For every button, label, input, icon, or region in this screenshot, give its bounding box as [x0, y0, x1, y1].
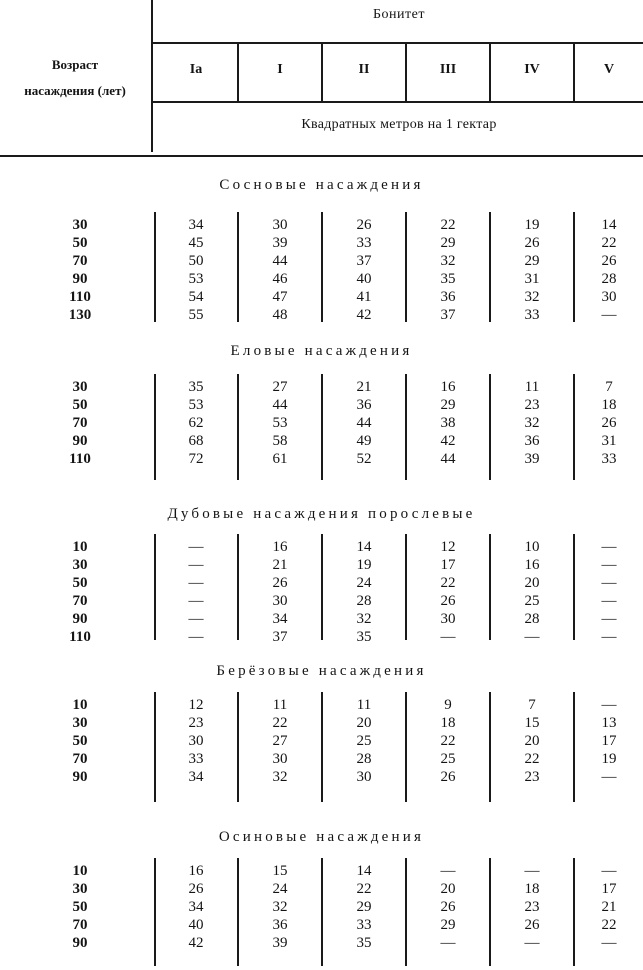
value-cell: 28: [356, 593, 372, 609]
value-cell: 11: [524, 379, 540, 395]
data-column-aspen-1: [239, 862, 321, 952]
data-column-spruce-3: [407, 378, 489, 468]
age-cell: 30: [72, 217, 88, 233]
class-header-iv: IV: [524, 62, 540, 77]
value-cell: 49: [356, 433, 372, 449]
column-divider: [405, 212, 407, 322]
value-cell: 15: [524, 715, 540, 731]
value-cell: 44: [356, 415, 372, 431]
age-column-aspen: [58, 862, 102, 952]
value-cell: 18: [440, 715, 456, 731]
value-cell: 23: [188, 715, 204, 731]
value-cell: —: [601, 575, 617, 591]
age-cell: 130: [68, 307, 92, 323]
value-cell: 33: [188, 751, 204, 767]
value-cell: 14: [356, 539, 372, 555]
data-column-oak-5: [575, 538, 643, 646]
value-cell: 17: [601, 733, 617, 749]
age-cell: 50: [72, 575, 88, 591]
value-cell: 24: [272, 881, 288, 897]
age-cell: 70: [72, 415, 88, 431]
value-cell: 46: [272, 271, 288, 287]
data-column-spruce-2: [323, 378, 405, 468]
value-cell: 20: [356, 715, 372, 731]
value-cell: 40: [188, 917, 204, 933]
data-column-aspen-4: [491, 862, 573, 952]
value-cell: 17: [601, 881, 617, 897]
age-cell: 30: [72, 379, 88, 395]
age-cell: 50: [72, 397, 88, 413]
section-title-aspen: Осиновые насаждения: [218, 829, 425, 845]
value-cell: 9: [444, 697, 452, 713]
value-cell: 44: [272, 397, 288, 413]
header-rule-bottom: [0, 155, 643, 157]
value-cell: —: [601, 539, 617, 555]
value-cell: 23: [524, 397, 540, 413]
column-divider: [237, 692, 239, 802]
value-cell: 15: [272, 863, 288, 879]
value-cell: 26: [356, 217, 372, 233]
value-cell: —: [188, 629, 204, 645]
data-column-aspen-5: [575, 862, 643, 952]
value-cell: 28: [356, 751, 372, 767]
value-cell: 40: [356, 271, 372, 287]
column-divider: [405, 374, 407, 480]
value-cell: —: [601, 557, 617, 573]
value-cell: 29: [440, 917, 456, 933]
class-header-ii: II: [358, 62, 370, 77]
value-cell: 39: [524, 451, 540, 467]
age-cell: 50: [72, 235, 88, 251]
data-column-oak-2: [323, 538, 405, 646]
age-column-oak: [58, 538, 102, 646]
data-column-birch-0: [155, 696, 237, 786]
value-cell: 53: [272, 415, 288, 431]
value-cell: 61: [272, 451, 288, 467]
age-cell: 30: [72, 715, 88, 731]
age-cell: 90: [72, 433, 88, 449]
value-cell: 62: [188, 415, 204, 431]
value-cell: 20: [524, 733, 540, 749]
value-cell: 28: [601, 271, 617, 287]
age-cell: 90: [72, 769, 88, 785]
value-cell: 34: [188, 899, 204, 915]
column-divider: [489, 534, 491, 640]
value-cell: —: [601, 769, 617, 785]
value-cell: 22: [440, 733, 456, 749]
value-cell: 12: [440, 539, 456, 555]
value-cell: 32: [356, 611, 372, 627]
value-cell: 25: [440, 751, 456, 767]
column-divider: [237, 534, 239, 640]
value-cell: 39: [272, 235, 288, 251]
column-divider: [489, 692, 491, 802]
column-divider: [489, 858, 491, 966]
bonitet-header: Бонитет: [373, 7, 425, 22]
age-cell: 50: [72, 899, 88, 915]
value-cell: 19: [524, 217, 540, 233]
value-cell: 19: [356, 557, 372, 573]
age-cell: 10: [72, 697, 88, 713]
age-cell: 70: [72, 751, 88, 767]
column-divider: [405, 858, 407, 966]
column-divider: [321, 534, 323, 640]
value-cell: —: [601, 697, 617, 713]
value-cell: 29: [440, 397, 456, 413]
value-cell: 23: [524, 769, 540, 785]
value-cell: 7: [528, 697, 536, 713]
value-cell: 44: [440, 451, 456, 467]
value-cell: —: [440, 935, 456, 951]
data-column-spruce-4: [491, 378, 573, 468]
value-cell: —: [440, 863, 456, 879]
value-cell: 30: [272, 593, 288, 609]
column-divider: [154, 858, 156, 966]
value-cell: 7: [605, 379, 613, 395]
data-column-birch-1: [239, 696, 321, 786]
value-cell: 42: [440, 433, 456, 449]
data-column-spruce-1: [239, 378, 321, 468]
value-cell: —: [524, 629, 540, 645]
data-column-oak-0: [155, 538, 237, 646]
value-cell: 22: [356, 881, 372, 897]
column-divider: [405, 692, 407, 802]
column-divider: [573, 858, 575, 966]
value-cell: 29: [524, 253, 540, 269]
value-cell: 22: [524, 751, 540, 767]
column-divider: [573, 534, 575, 640]
age-cell: 110: [69, 289, 91, 305]
value-cell: 42: [188, 935, 204, 951]
data-column-birch-4: [491, 696, 573, 786]
column-divider: [573, 692, 575, 802]
value-cell: 48: [272, 307, 288, 323]
value-cell: 42: [356, 307, 372, 323]
value-cell: 25: [524, 593, 540, 609]
value-cell: 20: [440, 881, 456, 897]
value-cell: 25: [356, 733, 372, 749]
value-cell: 72: [188, 451, 204, 467]
value-cell: 53: [188, 271, 204, 287]
section-title-oak: Дубовые насаждения порослевые: [167, 506, 476, 522]
column-divider: [321, 212, 323, 322]
column-divider: [321, 374, 323, 480]
value-cell: 30: [188, 733, 204, 749]
data-column-pine-4: [491, 216, 573, 324]
value-cell: 18: [524, 881, 540, 897]
data-column-pine-1: [239, 216, 321, 324]
age-cell: 90: [72, 611, 88, 627]
value-cell: 30: [272, 751, 288, 767]
value-cell: —: [601, 611, 617, 627]
data-column-aspen-0: [155, 862, 237, 952]
age-cell: 10: [72, 539, 88, 555]
value-cell: —: [188, 611, 204, 627]
value-cell: 50: [188, 253, 204, 269]
value-cell: 31: [524, 271, 540, 287]
value-cell: —: [601, 593, 617, 609]
value-cell: —: [188, 575, 204, 591]
value-cell: —: [524, 863, 540, 879]
data-column-pine-3: [407, 216, 489, 324]
value-cell: 29: [440, 235, 456, 251]
header-col-divider: [573, 43, 575, 101]
column-divider: [573, 374, 575, 480]
value-cell: —: [440, 629, 456, 645]
value-cell: 27: [272, 379, 288, 395]
section-title-spruce: Еловые насаждения: [230, 343, 413, 359]
value-cell: 37: [356, 253, 372, 269]
value-cell: 26: [188, 881, 204, 897]
value-cell: 30: [356, 769, 372, 785]
column-divider: [237, 212, 239, 322]
value-cell: —: [601, 935, 617, 951]
value-cell: 39: [272, 935, 288, 951]
value-cell: 21: [356, 379, 372, 395]
value-cell: 32: [272, 899, 288, 915]
header-col-divider: [237, 43, 239, 101]
age-cell: 10: [72, 863, 88, 879]
value-cell: 27: [272, 733, 288, 749]
value-cell: —: [601, 863, 617, 879]
value-cell: 36: [272, 917, 288, 933]
column-divider: [573, 212, 575, 322]
value-cell: 34: [188, 217, 204, 233]
value-cell: 53: [188, 397, 204, 413]
age-column-pine: [58, 216, 102, 324]
value-cell: 26: [601, 253, 617, 269]
value-cell: —: [601, 307, 617, 323]
age-cell: 30: [72, 881, 88, 897]
data-column-birch-2: [323, 696, 405, 786]
age-cell: 90: [72, 271, 88, 287]
age-cell: 70: [72, 917, 88, 933]
value-cell: 33: [601, 451, 617, 467]
value-cell: 35: [440, 271, 456, 287]
section-title-birch: Берёзовые насаждения: [216, 663, 427, 679]
value-cell: 26: [440, 769, 456, 785]
value-cell: 58: [272, 433, 288, 449]
value-cell: 36: [356, 397, 372, 413]
value-cell: 52: [356, 451, 372, 467]
value-cell: 18: [601, 397, 617, 413]
header-col-divider: [489, 43, 491, 101]
value-cell: 16: [188, 863, 204, 879]
value-cell: 11: [356, 697, 372, 713]
column-divider: [321, 858, 323, 966]
value-cell: —: [601, 629, 617, 645]
age-cell: 110: [69, 629, 91, 645]
column-divider: [489, 374, 491, 480]
value-cell: 16: [272, 539, 288, 555]
value-cell: 22: [440, 575, 456, 591]
value-cell: 11: [272, 697, 288, 713]
value-cell: 30: [601, 289, 617, 305]
data-column-aspen-2: [323, 862, 405, 952]
data-column-pine-2: [323, 216, 405, 324]
value-cell: 45: [188, 235, 204, 251]
value-cell: 13: [601, 715, 617, 731]
value-cell: 21: [601, 899, 617, 915]
value-cell: 30: [272, 217, 288, 233]
value-cell: 33: [356, 917, 372, 933]
value-cell: 12: [188, 697, 204, 713]
value-cell: 44: [272, 253, 288, 269]
age-header-line1: Возраст: [51, 57, 99, 72]
age-header-line2: насаждения (лет): [24, 83, 126, 98]
header-col-divider: [321, 43, 323, 101]
data-column-birch-5: [575, 696, 643, 786]
value-cell: 10: [524, 539, 540, 555]
header-rule-middle: [153, 101, 643, 103]
column-divider: [237, 374, 239, 480]
column-divider: [405, 534, 407, 640]
value-cell: 31: [601, 433, 617, 449]
value-cell: —: [188, 593, 204, 609]
value-cell: 29: [356, 899, 372, 915]
value-cell: 23: [524, 899, 540, 915]
header-divider-vertical: [151, 0, 153, 152]
value-cell: 21: [272, 557, 288, 573]
value-cell: 32: [440, 253, 456, 269]
column-divider: [321, 692, 323, 802]
header-col-divider: [405, 43, 407, 101]
data-column-spruce-5: [575, 378, 643, 468]
data-column-aspen-3: [407, 862, 489, 952]
value-cell: 55: [188, 307, 204, 323]
class-header-iii: III: [439, 62, 457, 77]
value-cell: 22: [440, 217, 456, 233]
value-cell: 26: [440, 593, 456, 609]
column-divider: [154, 534, 156, 640]
class-header-ia: Ia: [189, 62, 203, 77]
value-cell: 24: [356, 575, 372, 591]
value-cell: 22: [601, 917, 617, 933]
value-cell: 26: [601, 415, 617, 431]
section-title-pine: Сосновые насаждения: [219, 177, 424, 193]
data-column-oak-3: [407, 538, 489, 646]
value-cell: 37: [440, 307, 456, 323]
value-cell: 16: [440, 379, 456, 395]
value-cell: 26: [272, 575, 288, 591]
value-cell: 36: [524, 433, 540, 449]
value-cell: 14: [356, 863, 372, 879]
age-cell: 70: [72, 253, 88, 269]
column-divider: [154, 692, 156, 802]
value-cell: 35: [188, 379, 204, 395]
age-cell: 30: [72, 557, 88, 573]
data-column-pine-5: [575, 216, 643, 324]
class-header-v: V: [603, 62, 615, 77]
value-cell: —: [524, 935, 540, 951]
value-cell: 38: [440, 415, 456, 431]
age-column-birch: [58, 696, 102, 786]
value-cell: 32: [524, 289, 540, 305]
value-cell: 17: [440, 557, 456, 573]
value-cell: 26: [524, 917, 540, 933]
value-cell: 19: [601, 751, 617, 767]
data-column-spruce-0: [155, 378, 237, 468]
data-column-oak-1: [239, 538, 321, 646]
value-cell: 68: [188, 433, 204, 449]
value-cell: 36: [440, 289, 456, 305]
value-cell: 37: [272, 629, 288, 645]
value-cell: 54: [188, 289, 204, 305]
value-cell: 20: [524, 575, 540, 591]
value-cell: 22: [272, 715, 288, 731]
age-cell: 50: [72, 733, 88, 749]
data-column-pine-0: [155, 216, 237, 324]
value-cell: —: [188, 539, 204, 555]
age-cell: 110: [69, 451, 91, 467]
value-cell: 33: [356, 235, 372, 251]
value-cell: 16: [524, 557, 540, 573]
value-cell: 28: [524, 611, 540, 627]
age-column-header: [2, 52, 148, 104]
header-rule-top: [153, 42, 643, 44]
value-cell: 22: [601, 235, 617, 251]
column-divider: [154, 212, 156, 322]
value-cell: 33: [524, 307, 540, 323]
value-cell: 32: [272, 769, 288, 785]
value-cell: 35: [356, 629, 372, 645]
column-divider: [489, 212, 491, 322]
column-divider: [237, 858, 239, 966]
value-cell: 26: [524, 235, 540, 251]
column-divider: [154, 374, 156, 480]
value-cell: 32: [524, 415, 540, 431]
value-cell: 41: [356, 289, 372, 305]
data-column-oak-4: [491, 538, 573, 646]
value-cell: 34: [272, 611, 288, 627]
unit-header: Квадратных метров на 1 гектар: [301, 117, 497, 132]
value-cell: 14: [601, 217, 617, 233]
value-cell: 30: [440, 611, 456, 627]
value-cell: 26: [440, 899, 456, 915]
age-cell: 70: [72, 593, 88, 609]
value-cell: 35: [356, 935, 372, 951]
value-cell: —: [188, 557, 204, 573]
value-cell: 34: [188, 769, 204, 785]
value-cell: 47: [272, 289, 288, 305]
age-cell: 90: [72, 935, 88, 951]
data-column-birch-3: [407, 696, 489, 786]
age-column-spruce: [58, 378, 102, 468]
class-header-i: I: [277, 62, 283, 77]
